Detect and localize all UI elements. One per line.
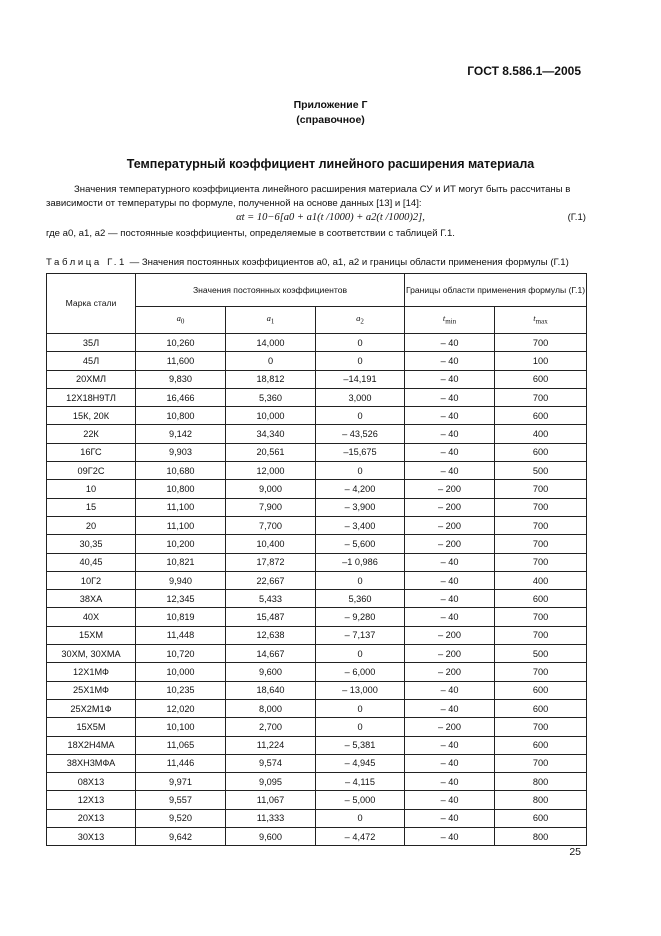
table-cell: –15,675 [316, 443, 405, 461]
table-cell: 40,45 [47, 553, 136, 571]
table-cell: 400 [495, 571, 587, 589]
table-row [47, 663, 587, 681]
table-caption-label: Таблица Г.1 [46, 257, 127, 268]
table-row [47, 334, 587, 352]
table-cell: – 40 [405, 462, 495, 480]
table-cell: – 3,900 [316, 498, 405, 516]
table-cell: 9,830 [136, 370, 226, 388]
table-cell: – 200 [405, 516, 495, 534]
annex-title: Приложение Г [293, 99, 368, 111]
table-cell: – 200 [405, 663, 495, 681]
table-cell: 10,819 [136, 608, 226, 626]
table-cell: – 40 [405, 791, 495, 809]
table-cell: 11,065 [136, 736, 226, 754]
table-cell: 700 [495, 553, 587, 571]
table-cell: 12Х18Н9ТЛ [47, 388, 136, 406]
table-cell: – 40 [405, 443, 495, 461]
table-cell: 20ХМЛ [47, 370, 136, 388]
table-cell: 600 [495, 699, 587, 717]
table-cell: 5,360 [316, 590, 405, 608]
table-cell: – 40 [405, 699, 495, 717]
table-cell: – 3,400 [316, 516, 405, 534]
table-cell: 18Х2Н4МА [47, 736, 136, 754]
table-cell: 20,561 [226, 443, 316, 461]
table-row [47, 480, 587, 498]
table-cell: 11,067 [226, 791, 316, 809]
table-cell: – 6,000 [316, 663, 405, 681]
table-row [47, 754, 587, 772]
table-cell: – 40 [405, 425, 495, 443]
table-cell: 700 [495, 663, 587, 681]
table-cell: 7,900 [226, 498, 316, 516]
table-row [47, 718, 587, 736]
table-cell: 10,100 [136, 718, 226, 736]
table-row [47, 443, 587, 461]
table-cell: – 40 [405, 370, 495, 388]
table-cell: –1 0,986 [316, 553, 405, 571]
table-cell: 0 [316, 334, 405, 352]
table-cell: 15,487 [226, 608, 316, 626]
table-cell: 12,020 [136, 699, 226, 717]
table-cell: 11,446 [136, 754, 226, 772]
table-cell: – 43,526 [316, 425, 405, 443]
table-cell: 25Х1МФ [47, 681, 136, 699]
table-cell: 10,680 [136, 462, 226, 480]
table-cell: – 40 [405, 681, 495, 699]
table-cell: 09Г2С [47, 462, 136, 480]
table-cell: – 4,945 [316, 754, 405, 772]
table-cell: 600 [495, 681, 587, 699]
table-cell: – 40 [405, 754, 495, 772]
table-cell: 11,100 [136, 498, 226, 516]
table-row [47, 553, 587, 571]
standard-code: ГОСТ 8.586.1—2005 [467, 64, 581, 78]
where-text: где a0, a1, a2 — постоянные коэффициенты, определяемые в соответствии с таблицей Г.1. [46, 228, 455, 239]
table-cell: – 40 [405, 352, 495, 370]
table-cell: – 4,472 [316, 828, 405, 846]
table-cell: 10,720 [136, 645, 226, 663]
table-cell: 14,667 [226, 645, 316, 663]
table-cell: – 40 [405, 809, 495, 827]
table-cell: 22,667 [226, 571, 316, 589]
table-cell: 5,433 [226, 590, 316, 608]
header-a0: $a_0$ [136, 307, 226, 334]
table-caption [46, 257, 569, 268]
table-cell: 10 [47, 480, 136, 498]
table-cell: 9,142 [136, 425, 226, 443]
coefficients-table [46, 273, 587, 846]
table-cell: 20 [47, 516, 136, 534]
table-cell: 18,640 [226, 681, 316, 699]
table-cell: 800 [495, 828, 587, 846]
table-row [47, 681, 587, 699]
table-cell: 8,000 [226, 699, 316, 717]
table-cell: 9,903 [136, 443, 226, 461]
table-cell: 600 [495, 443, 587, 461]
table-cell: 0 [316, 699, 405, 717]
table-row [47, 352, 587, 370]
table-cell: 10,800 [136, 480, 226, 498]
table-cell: 9,557 [136, 791, 226, 809]
formula-number: (Г.1) [567, 212, 586, 223]
table-cell: – 40 [405, 388, 495, 406]
table-cell: 600 [495, 370, 587, 388]
table-cell: – 9,280 [316, 608, 405, 626]
table-cell: 0 [316, 571, 405, 589]
table-cell: 700 [495, 718, 587, 736]
table-cell: 11,333 [226, 809, 316, 827]
table-row [47, 516, 587, 534]
table-row [47, 773, 587, 791]
table-cell: 14,000 [226, 334, 316, 352]
header-a1: $a_1$ [226, 307, 316, 334]
table-cell: 11,224 [226, 736, 316, 754]
table-row [47, 407, 587, 425]
table-cell: 9,940 [136, 571, 226, 589]
table-cell: – 5,600 [316, 535, 405, 553]
table-cell: 0 [316, 718, 405, 736]
table-cell: – 40 [405, 736, 495, 754]
table-cell: 25Х2М1Ф [47, 699, 136, 717]
table-cell: 10,821 [136, 553, 226, 571]
table-cell: – 7,137 [316, 626, 405, 644]
table-row [47, 590, 587, 608]
table-cell: 35Л [47, 334, 136, 352]
table-cell: 10,800 [136, 407, 226, 425]
table-row [47, 608, 587, 626]
header-limits: Границы области применения формулы (Г.1) [405, 274, 587, 307]
table-cell: 9,000 [226, 480, 316, 498]
table-cell: – 40 [405, 407, 495, 425]
header-tmin: $t_{min}$ [405, 307, 495, 334]
table-cell: 400 [495, 425, 587, 443]
table-cell: 9,600 [226, 828, 316, 846]
table-cell: 08Х13 [47, 773, 136, 791]
table-cell: – 40 [405, 608, 495, 626]
table-row [47, 462, 587, 480]
table-cell: 2,700 [226, 718, 316, 736]
annex-type: (справочное) [296, 114, 365, 126]
table-cell: 0 [316, 645, 405, 663]
table-cell: – 40 [405, 553, 495, 571]
table-cell: 500 [495, 645, 587, 663]
table-row [47, 425, 587, 443]
table-cell: – 4,115 [316, 773, 405, 791]
table-cell: 100 [495, 352, 587, 370]
table-cell: – 40 [405, 571, 495, 589]
table-row [47, 535, 587, 553]
table-row [47, 645, 587, 663]
table-cell: 700 [495, 608, 587, 626]
table-cell: 600 [495, 590, 587, 608]
table-row [47, 571, 587, 589]
table-cell: 10,400 [226, 535, 316, 553]
table-cell: 15Х5М [47, 718, 136, 736]
table-row [47, 699, 587, 717]
header-a2: $a_2$ [316, 307, 405, 334]
table-cell: – 200 [405, 498, 495, 516]
table-cell: 0 [316, 462, 405, 480]
table-caption-text: Значения постоянных коэффициентов a0, a1, a2 и границы области применения формулы (Г.1) [141, 257, 569, 268]
table-cell: – 200 [405, 718, 495, 736]
table-cell: 15 [47, 498, 136, 516]
header-coefficients: Значения постоянных коэффициентов [136, 274, 405, 307]
table-cell: 700 [495, 334, 587, 352]
table-cell: 10Г2 [47, 571, 136, 589]
table-cell: 12Х1МФ [47, 663, 136, 681]
table-cell: 700 [495, 388, 587, 406]
table-cell: 0 [316, 809, 405, 827]
table-cell: 12,000 [226, 462, 316, 480]
table-cell: 30ХМ, 30ХМА [47, 645, 136, 663]
table-cell: 15ХМ [47, 626, 136, 644]
table-cell: – 200 [405, 480, 495, 498]
table-cell: 17,872 [226, 553, 316, 571]
table-cell: 34,340 [226, 425, 316, 443]
table-cell: 9,574 [226, 754, 316, 772]
table-cell: 700 [495, 626, 587, 644]
table-cell: 16ГС [47, 443, 136, 461]
table-cell: 0 [316, 407, 405, 425]
table-cell: 45Л [47, 352, 136, 370]
table-row [47, 809, 587, 827]
table-row [47, 791, 587, 809]
table-row [47, 370, 587, 388]
table-cell: 10,235 [136, 681, 226, 699]
table-cell: 11,600 [136, 352, 226, 370]
table-cell: 9,095 [226, 773, 316, 791]
table-cell: – 5,000 [316, 791, 405, 809]
table-cell: 9,971 [136, 773, 226, 791]
table-cell: 10,000 [136, 663, 226, 681]
table-row [47, 828, 587, 846]
table-cell: 10,260 [136, 334, 226, 352]
table-cell: 600 [495, 736, 587, 754]
table-cell: – 40 [405, 590, 495, 608]
table-cell: 700 [495, 516, 587, 534]
intro-paragraph: Значения температурного коэффициента линейного расширения материала СУ и ИТ могут быть рассчитаны в зависимости от температуры по формуле, полученной на основе данных [13] и [14]: [46, 184, 571, 209]
table-row [47, 388, 587, 406]
table-cell: 38ХА [47, 590, 136, 608]
table-cell: 5,360 [226, 388, 316, 406]
table-body [47, 334, 587, 846]
table-cell: 3,000 [316, 388, 405, 406]
table-cell: 16,466 [136, 388, 226, 406]
table-cell: 10,000 [226, 407, 316, 425]
table-row [47, 626, 587, 644]
table-cell: 11,448 [136, 626, 226, 644]
table-cell: 12Х13 [47, 791, 136, 809]
table-cell: 700 [495, 480, 587, 498]
table-cell: – 13,000 [316, 681, 405, 699]
table-cell: 800 [495, 773, 587, 791]
table-cell: 600 [495, 809, 587, 827]
table-cell: 500 [495, 462, 587, 480]
table-cell: – 40 [405, 773, 495, 791]
table-cell: 800 [495, 791, 587, 809]
table-cell: 30,35 [47, 535, 136, 553]
table-caption-sep: — [129, 257, 142, 268]
table-cell: –14,191 [316, 370, 405, 388]
header-tmax: $t_{max}$ [495, 307, 587, 334]
table-cell: 700 [495, 498, 587, 516]
table-cell: 15К, 20К [47, 407, 136, 425]
table-cell: – 200 [405, 535, 495, 553]
table-cell: 12,638 [226, 626, 316, 644]
table-cell: 18,812 [226, 370, 316, 388]
header-grade: Марка стали [47, 274, 136, 334]
table-cell: 38ХН3МФА [47, 754, 136, 772]
table-cell: – 5,381 [316, 736, 405, 754]
table-cell: 0 [226, 352, 316, 370]
table-cell: – 40 [405, 828, 495, 846]
table-cell: – 200 [405, 645, 495, 663]
table-cell: 22К [47, 425, 136, 443]
table-cell: 30Х13 [47, 828, 136, 846]
table-cell: 10,200 [136, 535, 226, 553]
table-cell: 12,345 [136, 590, 226, 608]
table-cell: 0 [316, 352, 405, 370]
table-cell: 7,700 [226, 516, 316, 534]
table-cell: – 40 [405, 334, 495, 352]
table-cell: 700 [495, 754, 587, 772]
table-row [47, 498, 587, 516]
table-cell: – 200 [405, 626, 495, 644]
table-cell: 9,642 [136, 828, 226, 846]
table-row [47, 736, 587, 754]
table-cell: 9,520 [136, 809, 226, 827]
table-cell: 40Х [47, 608, 136, 626]
table-cell: 11,100 [136, 516, 226, 534]
table-cell: 600 [495, 407, 587, 425]
page-number: 25 [569, 846, 581, 858]
table-cell: 9,600 [226, 663, 316, 681]
formula: αt = 10−6[a0 + a1(t /1000) + a2(t /1000)2], [236, 212, 425, 223]
table-cell: 20Х13 [47, 809, 136, 827]
section-title: Температурный коэффициент линейного расширения материала [126, 157, 535, 171]
table-cell: – 4,200 [316, 480, 405, 498]
table-cell: 700 [495, 535, 587, 553]
